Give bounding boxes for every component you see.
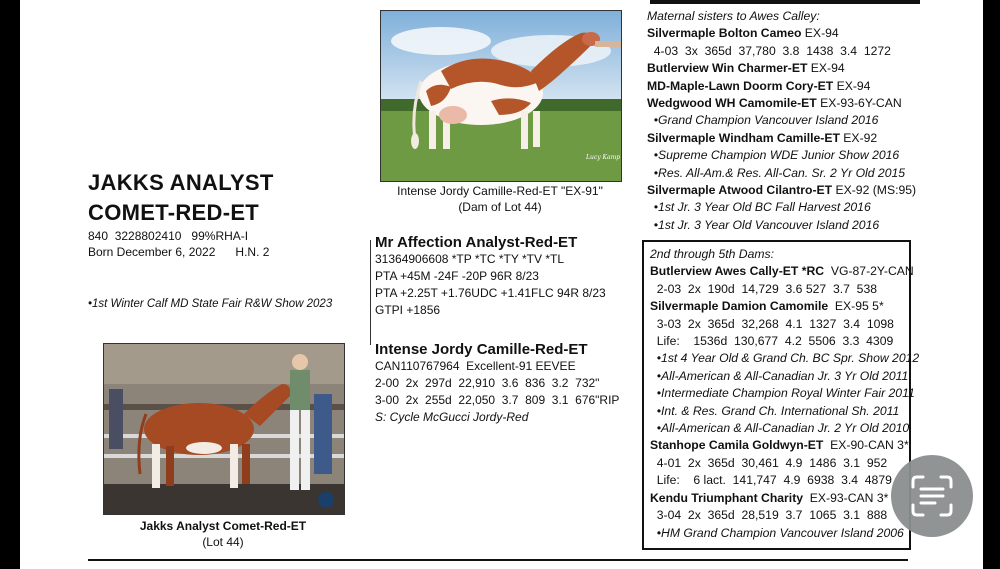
dam-line-3: 3-00 2x 255d 22,050 3.7 809 3.1 676"RIP xyxy=(375,393,620,407)
dam-record-row xyxy=(650,281,903,298)
maternal-sister-row xyxy=(647,147,947,164)
lot-title-line2: COMET-RED-ET xyxy=(88,200,260,225)
photo-watermark: Lucy Kamp xyxy=(586,154,621,161)
dam-block xyxy=(375,341,619,426)
maternal-sister-row-main: Silvermaple Atwood Cilantro-ET xyxy=(647,183,833,198)
dams-box xyxy=(642,240,920,550)
dam-record-row-classification: EX-93-CAN 3* xyxy=(803,490,889,505)
dam-record-row-classification: EX-95 5* xyxy=(828,299,884,314)
top-header-fragment xyxy=(650,0,920,4)
dam-record-row-main: Butlerview Awes Cally-ET *RC xyxy=(650,264,825,279)
maternal-sister-row-main: MD-Maple-Lawn Doorm Cory-ET xyxy=(647,78,834,93)
dam-line-2: 2-00 2x 297d 22,910 3.6 836 3.2 732" xyxy=(375,376,600,390)
dam-record-row xyxy=(650,333,903,350)
dam-record-row-classification: EX-90-CAN 3* xyxy=(823,438,909,453)
maternal-sister-row-classification: EX-92 (MS:95) xyxy=(832,183,917,198)
maternal-sister-row-main: Wedgwood WH Camomile-ET xyxy=(647,96,817,111)
scan-text-button[interactable] xyxy=(891,455,973,537)
maternal-sister-row xyxy=(647,130,947,147)
lot-id-line: 840 3228802410 99%RHA-I xyxy=(88,229,249,243)
maternal-sister-row xyxy=(647,199,947,216)
dam-record-row-main: Silvermaple Damion Camomile xyxy=(650,299,829,314)
maternal-sister-row-main: 4-03 3x 365d 37,780 3.8 1438 3.4 1272 xyxy=(647,43,891,58)
dam-record-row-main: 2-03 2x 190d 14,729 3.6 527 3.7 538 xyxy=(650,281,877,296)
dam-record-row-main: •Int. & Res. Grand Ch. International Sh. 2011 xyxy=(650,403,900,418)
dams-box-heading: 2nd through 5th Dams: xyxy=(650,247,774,261)
maternal-sister-row-main: •1st Jr. 3 Year Old Vancouver Island 2016 xyxy=(647,217,880,232)
dam-name: Intense Jordy Camille-Red-ET xyxy=(375,341,588,358)
dam-photo-illustration xyxy=(381,11,621,181)
dam-record-row xyxy=(650,525,903,542)
maternal-sisters-heading: Maternal sisters to Awes Calley: xyxy=(647,9,820,23)
dam-record-row-classification: VG-87-2Y-CAN xyxy=(824,264,914,279)
dams-box-list xyxy=(650,263,920,542)
dam-record-row-main: •All-American & All-Canadian Jr. 2 Yr Old 2010 xyxy=(650,421,910,436)
dam-record-row-main: Life: 1536d 130,677 4.2 5506 3.3 4309 xyxy=(650,334,894,349)
dam-record-row-main: 3-03 2x 365d 32,268 4.1 1327 3.4 1098 xyxy=(650,316,894,331)
dam-record-row xyxy=(650,455,903,472)
dam-photo-caption-name: Intense Jordy Camille-Red-ET "EX-91" xyxy=(397,184,603,198)
maternal-sister-row-main: Butlerview Win Charmer-ET xyxy=(647,61,808,76)
maternal-sister-row-classification: EX-93-6Y-CAN xyxy=(816,96,902,111)
dam-sire-line: S: Cycle McGucci Jordy-Red xyxy=(375,410,529,424)
lot-born-line: Born December 6, 2022 H.N. 2 xyxy=(88,245,270,259)
maternal-sister-row-main: Silvermaple Windham Camille-ET xyxy=(647,130,840,145)
calf-photo-caption-sub: (Lot 44) xyxy=(202,535,244,549)
dam-record-row xyxy=(650,437,909,454)
dam-photo-caption-sub: (Dam of Lot 44) xyxy=(458,200,542,214)
maternal-sister-row xyxy=(647,25,947,42)
dam-record-row xyxy=(650,350,920,367)
calf-photo-caption xyxy=(103,518,343,550)
sire-line-3: PTA +2.25T +1.76UDC +1.41FLC 94R 8/23 xyxy=(375,286,606,300)
dam-record-row xyxy=(650,316,903,333)
maternal-sister-row-main: •1st Jr. 3 Year Old BC Fall Harvest 2016 xyxy=(647,200,871,215)
dam-record-row xyxy=(650,403,903,420)
dam-record-row-main: Stanhope Camila Goldwyn-ET xyxy=(650,438,824,453)
dam-record-row-main: 3-04 2x 365d 28,519 3.7 1065 3.1 888 xyxy=(650,508,888,523)
dam-record-row-main: •All-American & All-Canadian Jr. 3 Yr Old 2011 xyxy=(650,368,909,383)
maternal-sister-row-classification: EX-94 xyxy=(833,78,871,93)
dam-record-row xyxy=(650,368,909,385)
bottom-rule xyxy=(88,559,908,561)
maternal-sister-row xyxy=(647,112,947,129)
dam-record-row xyxy=(650,507,903,524)
calf-photo-illustration xyxy=(104,344,344,514)
maternal-sister-row-main: •Supreme Champion WDE Junior Show 2016 xyxy=(647,148,900,163)
dam-record-row-main: •1st 4 Year Old & Grand Ch. BC Spr. Show 2012 xyxy=(650,351,920,366)
maternal-sister-row xyxy=(647,78,947,95)
dam-record-row xyxy=(650,263,914,280)
maternal-sisters xyxy=(647,8,947,234)
maternal-sister-row-classification: EX-94 xyxy=(801,26,839,41)
dam-record-row xyxy=(650,490,903,507)
dam-record-row-main: •Intermediate Champion Royal Winter Fair 2011 xyxy=(650,386,915,401)
dam-record-row-main: 4-01 2x 365d 30,461 4.9 1486 3.1 952 xyxy=(650,455,888,470)
maternal-sister-row xyxy=(647,60,947,77)
lot-award: •1st Winter Calf MD State Fair R&W Show 2023 xyxy=(88,298,333,310)
maternal-sister-row-main: •Grand Champion Vancouver Island 2016 xyxy=(647,113,879,128)
dam-photo xyxy=(380,10,622,182)
sire-line-4: GTPI +1856 xyxy=(375,303,441,317)
dam-photo-caption xyxy=(360,183,640,215)
maternal-sister-row xyxy=(647,165,947,182)
maternal-sister-row-main: •Res. All-Am.& Res. All-Can. Sr. 2 Yr Old 2015 xyxy=(647,165,906,180)
lot-title xyxy=(88,168,274,228)
lot-title-line1: JAKKS ANALYST xyxy=(88,170,274,195)
calf-photo xyxy=(103,343,345,515)
dam-record-row xyxy=(650,420,910,437)
sire-name: Mr Affection Analyst-Red-ET xyxy=(375,234,578,251)
maternal-sister-row xyxy=(647,182,947,199)
sale-catalog-page xyxy=(20,0,983,569)
maternal-sister-row-classification: EX-92 xyxy=(839,130,878,145)
calf-photo-caption-name: Jakks Analyst Comet-Red-ET xyxy=(139,519,307,533)
sire-line-1: 31364906608 *TP *TC *TY *TV *TL xyxy=(375,252,564,266)
dam-record-row-main: •HM Grand Champion Vancouver Island 2006 xyxy=(650,525,904,540)
dam-record-row-main: Kendu Triumphant Charity xyxy=(650,490,804,505)
pedigree-divider xyxy=(370,240,371,345)
sire-line-2: PTA +45M -24F -20P 96R 8/23 xyxy=(375,269,539,283)
dam-record-row xyxy=(650,298,903,315)
sire-block xyxy=(375,234,606,319)
maternal-sister-row xyxy=(647,95,947,112)
maternal-sister-row-main: Silvermaple Bolton Cameo xyxy=(647,26,802,41)
maternal-sisters-list xyxy=(647,25,947,234)
dam-record-row-main: Life: 6 lact. 141,747 4.9 6938 3.4 4879 xyxy=(650,473,892,488)
maternal-sister-row xyxy=(647,217,947,234)
dam-record-row xyxy=(650,385,915,402)
dam-record-row xyxy=(650,472,903,489)
dam-line-1: CAN110767964 Excellent-91 EEVEE xyxy=(375,359,576,373)
scan-text-icon xyxy=(891,455,973,537)
maternal-sister-row xyxy=(647,43,947,60)
maternal-sister-row-classification: EX-94 xyxy=(807,61,845,76)
